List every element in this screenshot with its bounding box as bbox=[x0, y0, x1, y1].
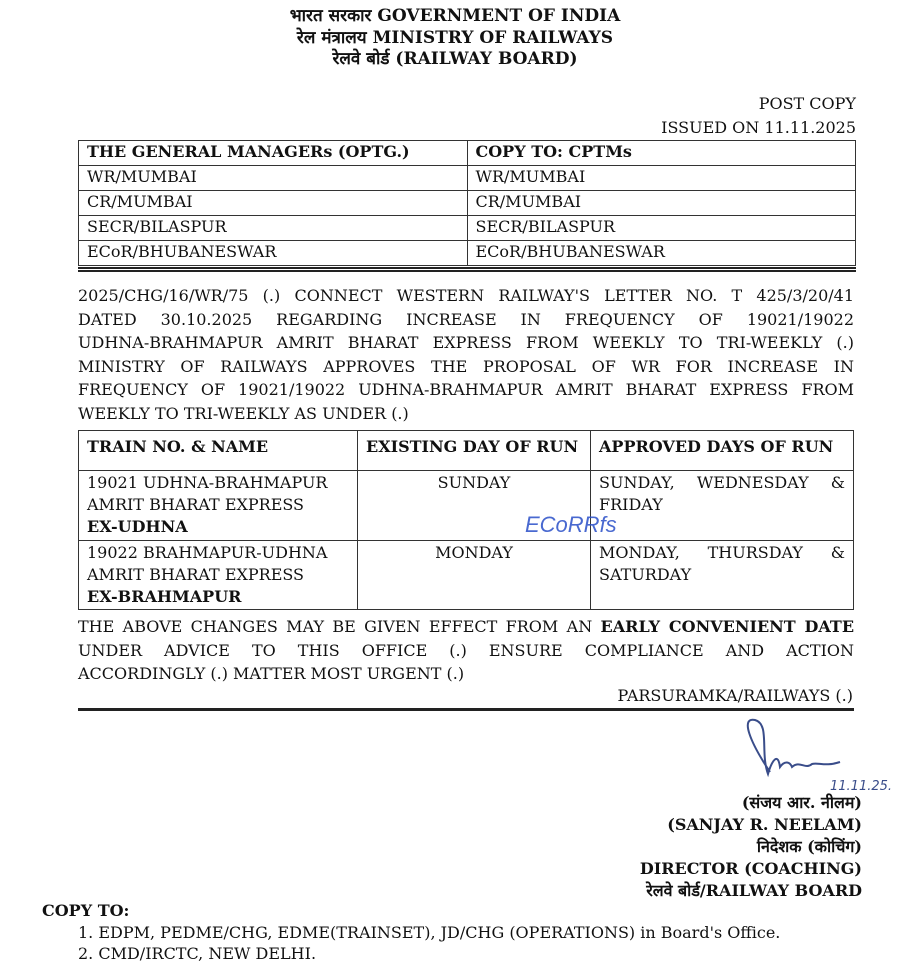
designation-hindi: निदेशक (कोचिंग) bbox=[756, 837, 862, 856]
header-govt: भारत सरकार GOVERNMENT OF INDIA bbox=[289, 6, 621, 26]
body-paragraph-1 bbox=[78, 284, 854, 425]
approved-days: SUNDAY, WEDNESDAY & FRIDAY bbox=[591, 471, 854, 541]
header-ministry: रेल मंत्रालय MINISTRY OF RAILWAYS bbox=[296, 27, 614, 48]
col-header: THE GENERAL MANAGERs (OPTG.) bbox=[79, 141, 468, 166]
text-line: DATED 30.10.2025 REGARDING INCREASE IN FREQUENCY OF 19021/19022 bbox=[78, 309, 854, 329]
letterhead bbox=[0, 6, 900, 71]
signatory-name: (SANJAY R. NEELAM) bbox=[667, 815, 862, 834]
col-header: COPY TO: CPTMs bbox=[467, 141, 856, 166]
cell: ECoR/BHUBANESWAR bbox=[79, 241, 468, 266]
watermark-stamp: ECoRRfs bbox=[525, 512, 617, 537]
copy-to bbox=[42, 900, 780, 965]
post-copy: POST COPY bbox=[758, 94, 856, 113]
list-item: 1. EDPM, PEDME/CHG, EDME(TRAINSET), JD/CHG (OPERATIONS) in Board's Office. bbox=[78, 922, 781, 942]
cell: ECoR/BHUBANESWAR bbox=[467, 241, 856, 266]
col-header: EXISTING DAY OF RUN bbox=[358, 431, 591, 471]
body-paragraph-2 bbox=[78, 615, 854, 686]
issued-date: ISSUED ON 11.11.2025 bbox=[661, 118, 856, 137]
table-row bbox=[79, 471, 854, 541]
signatory-block bbox=[640, 792, 862, 902]
table-row bbox=[79, 191, 856, 216]
address-table bbox=[78, 140, 856, 266]
table-row bbox=[79, 241, 856, 266]
cell: SECR/BILASPUR bbox=[467, 216, 856, 241]
train-cell bbox=[79, 471, 358, 541]
divider bbox=[78, 708, 854, 711]
origin: EX-UDHNA bbox=[87, 517, 188, 536]
cell: CR/MUMBAI bbox=[79, 191, 468, 216]
text-line: 2025/CHG/16/WR/75 (.) CONNECT WESTERN RAILWAY'S LETTER NO. T 425/3/20/41 bbox=[78, 286, 854, 305]
text-line bbox=[78, 615, 854, 639]
origin: EX-BRAHMAPUR bbox=[87, 587, 242, 606]
table-row bbox=[79, 166, 856, 191]
existing-day: SUNDAY bbox=[358, 471, 591, 541]
train-name: 19021 UDHNA-BRAHMAPUR AMRIT BHARAT EXPRESS bbox=[87, 473, 328, 514]
existing-day: MONDAY bbox=[358, 541, 591, 610]
text-line: UDHNA-BRAHMAPUR AMRIT BHARAT EXPRESS FROM WEEKLY TO TRI-WEEKLY (.) bbox=[78, 333, 854, 352]
train-cell bbox=[79, 541, 358, 610]
list-item: 2. CMD/IRCTC, NEW DELHI. bbox=[78, 944, 317, 963]
cell: CR/MUMBAI bbox=[467, 191, 856, 216]
sender: PARSURAMKA/RAILWAYS (.) bbox=[617, 686, 853, 705]
double-divider bbox=[78, 267, 856, 272]
copy-to-label: COPY TO: bbox=[42, 901, 130, 920]
signature-date: 11.11.25. bbox=[830, 779, 893, 794]
signatory-name-hindi: (संजय आर. नीलम) bbox=[741, 793, 862, 812]
text-line: UNDER ADVICE TO THIS OFFICE (.) ENSURE COMPLIANCE AND ACTION bbox=[78, 640, 854, 660]
col-header: TRAIN NO. & NAME bbox=[79, 431, 358, 471]
text-line: ACCORDINGLY (.) MATTER MOST URGENT (.) bbox=[78, 664, 465, 683]
table-row bbox=[79, 216, 856, 241]
cell: WR/MUMBAI bbox=[467, 166, 856, 191]
text: THE ABOVE CHANGES MAY BE GIVEN EFFECT FROM AN bbox=[78, 617, 601, 636]
text-line: WEEKLY TO TRI-WEEKLY AS UNDER (.) bbox=[78, 403, 409, 423]
col-header: APPROVED DAYS OF RUN bbox=[591, 431, 854, 471]
table-row bbox=[79, 541, 854, 610]
text-line: FREQUENCY OF 19021/19022 UDHNA-BRAHMAPUR AMRIT BHARAT EXPRESS FROM bbox=[78, 380, 854, 399]
cell: SECR/BILASPUR bbox=[79, 216, 468, 241]
cell: WR/MUMBAI bbox=[79, 166, 468, 191]
post-info bbox=[661, 92, 856, 140]
text-line: MINISTRY OF RAILWAYS APPROVES THE PROPOSAL OF WR FOR INCREASE IN bbox=[78, 356, 854, 376]
header-board: रेलवे बोर्ड (RAILWAY BOARD) bbox=[332, 49, 578, 69]
approved-days: MONDAY, THURSDAY & SATURDAY bbox=[591, 541, 854, 610]
train-name: 19022 BRAHMAPUR-UDHNA AMRIT BHARAT EXPRESS bbox=[87, 543, 328, 584]
designation: DIRECTOR (COACHING) bbox=[639, 859, 862, 878]
emphasis: EARLY CONVENIENT DATE bbox=[600, 617, 855, 636]
office: रेलवे बोर्ड/RAILWAY BOARD bbox=[646, 881, 862, 900]
train-table bbox=[78, 430, 854, 610]
handwritten-signature bbox=[730, 712, 900, 802]
